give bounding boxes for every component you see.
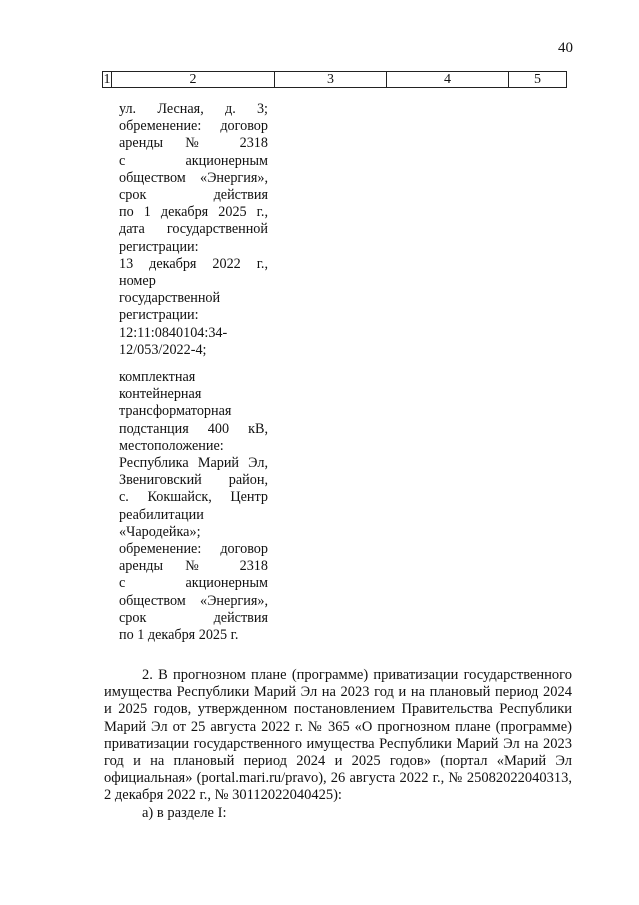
text-line: аренды № 2318 — [119, 135, 268, 152]
text-line: срок действия — [119, 187, 268, 204]
text-line: номер — [119, 273, 156, 290]
text-line: 12:11:0840104:34- — [119, 324, 228, 341]
subitem-a: а) в разделе I: — [142, 804, 227, 821]
text-line: по 1 декабря 2025 г. — [119, 627, 239, 644]
text-line: реабилитации — [119, 506, 204, 523]
text-line: Звениговский район, — [119, 472, 268, 489]
text-line: трансформаторная — [119, 403, 232, 420]
table-header-row — [102, 71, 567, 88]
text-line: срок действия — [119, 609, 268, 626]
text-line: регистрации: — [119, 238, 199, 255]
text-line: по 1 декабря 2025 г., — [119, 204, 268, 221]
text-line: контейнерная — [119, 386, 202, 403]
column-number-2: 2 — [112, 72, 275, 88]
property-description-block-2 — [119, 369, 268, 644]
text-line: «Чародейка»; — [119, 523, 201, 540]
amendment-paragraph: 2. В прогнозном плане (программе) приватизации государственного имущества Республики Марий Эл на 2023 год и на плановый период 2024 и 2025 годов, утвержденном постановлением Правительства Республики Марий Эл от 25 августа 2022 г. № 365 «О прогнозном плане (программе) приватизации государственного имущества Республики Марий Эл на 2023 год и на плановый период 2024 и 2025 годов» (портал «Марий Эл официальная» (portal.mari.ru/pravo), 26 августа 2022 г., № 25082022040313, 2 декабря 2022 г., № 30112022040425): — [104, 667, 572, 804]
text-line: регистрации: — [119, 307, 199, 324]
column-number-5: 5 — [509, 72, 567, 88]
text-line: аренды № 2318 — [119, 558, 268, 575]
text-line: 12/053/2022-4; — [119, 341, 207, 358]
text-line: обременение: договор — [119, 541, 268, 558]
property-description-block-1 — [119, 101, 268, 359]
text-line: местоположение: — [119, 437, 224, 454]
text-line: с. Кокшайск, Центр — [119, 489, 268, 506]
text-line: с акционерным — [119, 152, 268, 169]
text-line: Республика Марий Эл, — [119, 455, 268, 472]
text-line: государственной — [119, 290, 221, 307]
column-number-4: 4 — [387, 72, 509, 88]
text-line: комплектная — [119, 369, 196, 385]
text-line: подстанция 400 кВ, — [119, 420, 268, 437]
column-number-1: 1 — [103, 72, 111, 87]
text-line: обществом «Энергия», — [119, 169, 268, 186]
text-line: с акционерным — [119, 575, 268, 592]
amendment-text — [104, 667, 572, 822]
page-number: 40 — [558, 40, 573, 56]
text-line: дата государственной — [119, 221, 268, 238]
text-line: 13 декабря 2022 г., — [119, 255, 268, 272]
column-number-3: 3 — [275, 72, 387, 88]
text-line: обществом «Энергия», — [119, 592, 268, 609]
text-line: обременение: договор — [119, 118, 268, 135]
text-line: ул. Лесная, д. 3; — [119, 101, 268, 117]
